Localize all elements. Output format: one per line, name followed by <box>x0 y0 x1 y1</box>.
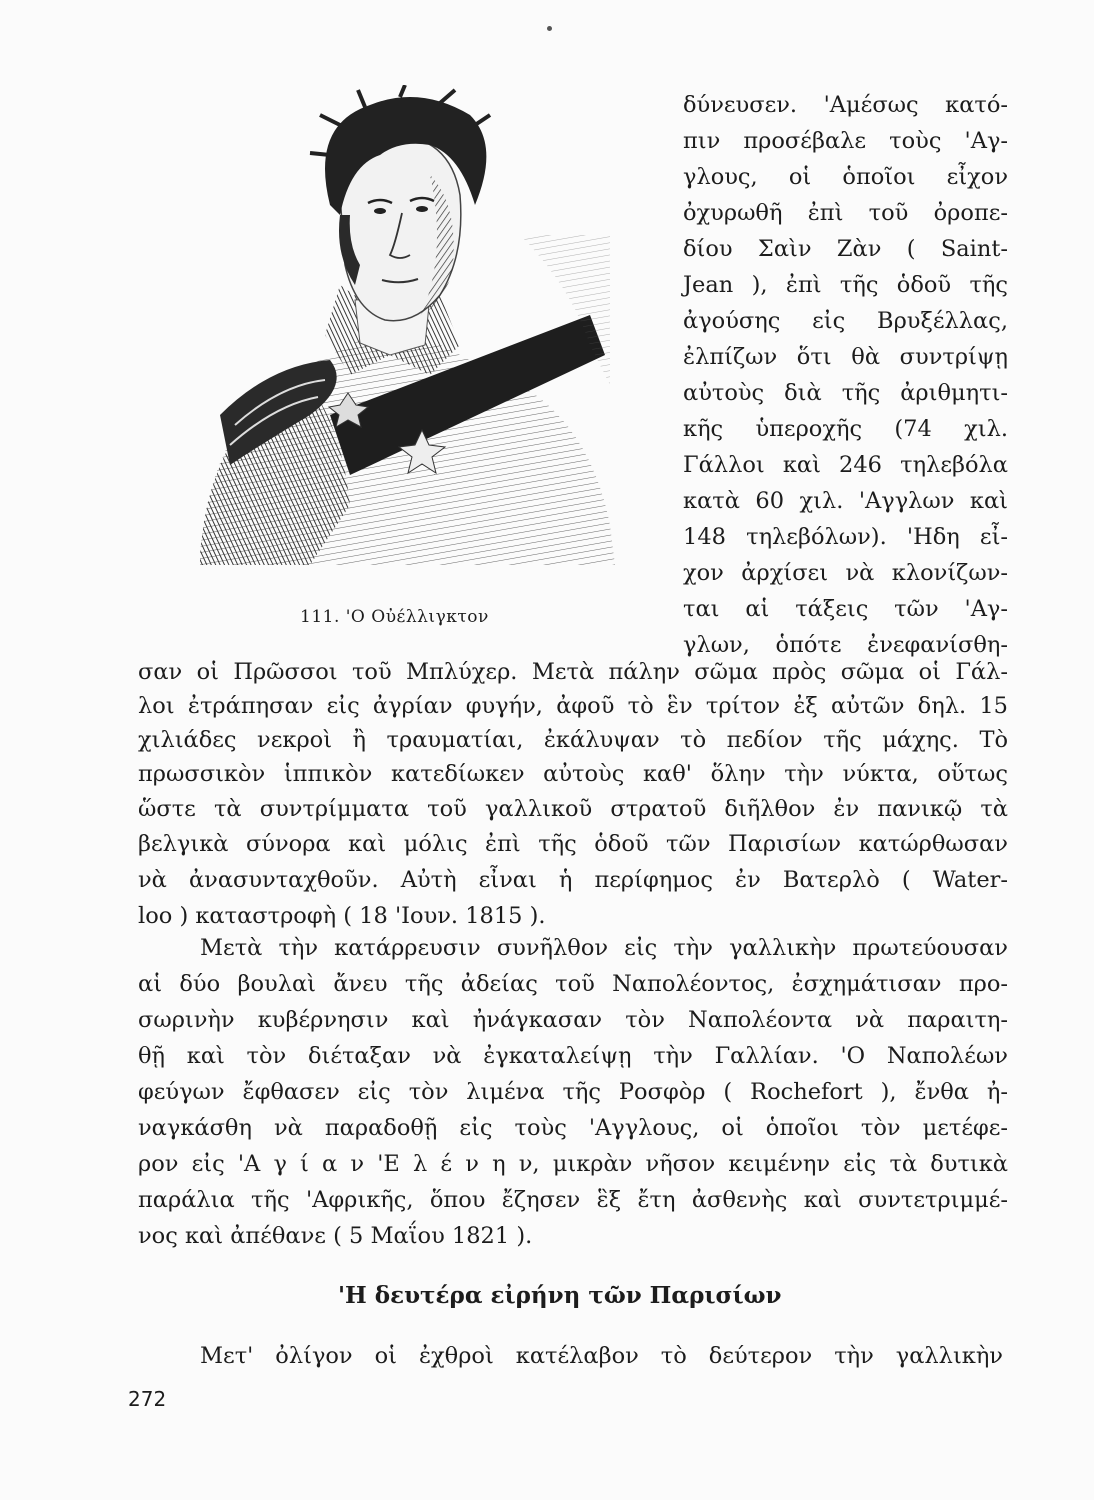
text-line: Μετ' ὀλίγον οἱ ἐχθροὶ κατέλαβον τὸ δεύτερον τὴν γαλλικὴν <box>200 1343 1003 1369</box>
text-line: ὀχυρωθῆ ἐπὶ τοῦ ὀροπε- <box>683 200 1008 226</box>
text-line: γλους, οἱ ὁποῖοι εἶχον <box>683 164 1008 190</box>
text-line: Γάλλοι καὶ 246 τηλεβόλα <box>683 452 1008 478</box>
text-line: πιν προσέβαλε τοὺς 'Αγ- <box>683 128 1008 154</box>
text-line: σωρινὴν κυβέρνησιν καὶ ἠνάγκασαν τὸν Ναπολέοντα νὰ παραιτη- <box>138 1007 1008 1033</box>
text-line: πρωσσικὸν ἱππικὸν κατεδίωκεν αὐτοὺς καθ' ὅλην τὴν νύκτα, οὕτως <box>138 761 1008 787</box>
text-line: θῇ καὶ τὸν διέταξαν νὰ ἐγκαταλείψῃ τὴν Γαλλίαν. 'Ο Ναπολέων <box>138 1043 1008 1069</box>
text-line: δύνευσεν. 'Αμέσως κατό- <box>683 92 1008 118</box>
text-line: δίου Σαὶν Ζὰν ( Saint- <box>683 236 1008 262</box>
text-line: ἐλπίζων ὅτι θὰ συντρίψῃ <box>683 344 1008 370</box>
text-line: χιλιάδες νεκροὶ ἢ τραυματίαι, ἐκάλυψαν τὸ πεδίον τῆς μάχης. Τὸ <box>138 727 1008 753</box>
text-line: νος καὶ ἀπέθανε ( 5 Μαΐου 1821 ). <box>138 1223 533 1249</box>
text-line: ἀγούσης εἰς Βρυξέλλας, <box>683 308 1008 334</box>
text-line: Μετὰ τὴν κατάρρευσιν συνῆλθον εἰς τὴν γαλλικὴν πρωτεύουσαν <box>200 935 1008 961</box>
text-line: χον ἀρχίσει νὰ κλονίζων- <box>683 560 1008 586</box>
section-heading: 'Η δευτέρα εἰρήνη τῶν Παρισίων <box>338 1282 782 1309</box>
figure-caption: 111. 'Ο Οὐέλλιγκτον <box>300 607 489 627</box>
text-line: αἱ δύο βουλαὶ ἄνευ τῆς ἀδείας τοῦ Ναπολέοντος, ἐσχημάτισαν προ- <box>138 971 1008 997</box>
text-line: σαν οἱ Πρῶσσοι τοῦ Μπλύχερ. Μετὰ πάλην σῶμα πρὸς σῶμα οἱ Γάλ- <box>138 659 1008 685</box>
text-line: ναγκάσθη νὰ παραδοθῇ εἰς τοὺς 'Αγγλους, οἱ ὁποῖοι τὸν μετέφε- <box>138 1115 1008 1141</box>
text-line: λοι ἐτράπησαν εἰς ἀγρίαν φυγήν, ἀφοῦ τὸ ἓν τρίτον ἐξ αὐτῶν δηλ. 15 <box>138 693 1008 719</box>
text-line: ται αἱ τάξεις τῶν 'Αγ- <box>683 596 1008 622</box>
text-line: βελγικὰ σύνορα καὶ μόλις ἐπὶ τῆς ὁδοῦ τῶν Παρισίων κατώρθωσαν <box>138 831 1008 857</box>
text-line: αὐτοὺς διὰ τῆς ἀριθμητι- <box>683 380 1008 406</box>
print-speck <box>547 26 552 31</box>
text-line: loo ) καταστροφὴ ( 18 'Ιουν. 1815 ). <box>138 903 546 929</box>
page-number: 272 <box>128 1387 167 1411</box>
text-line: 148 τηλεβόλων). 'Ηδη εἶ- <box>683 524 1008 550</box>
text-line: ὥστε τὰ συντρίμματα τοῦ γαλλικοῦ στρατοῦ διῆλθον ἐν πανικῷ τὰ <box>138 796 1008 822</box>
text-line: νὰ ἀνασυνταχθοῦν. Αὐτὴ εἶναι ἡ περίφημος ἐν Βατερλὸ ( Water- <box>138 867 1008 893</box>
text-line: ρον εἰς 'Α γ ί α ν 'Ε λ έ ν η ν, μικρὰν νῆσον κειμένην εἰς τὰ δυτικὰ <box>138 1151 1008 1177</box>
text-line: κατὰ 60 χιλ. 'Αγγλων καὶ <box>683 488 1008 514</box>
text-line: παράλια τῆς 'Αφρικῆς, ὅπου ἔζησεν ἓξ ἔτη ἀσθενὴς καὶ συντετριμμέ- <box>138 1187 1008 1213</box>
portrait-engraving <box>190 85 630 585</box>
text-line: κῆς ὑπεροχῆς (74 χιλ. <box>683 416 1008 442</box>
text-line: γλων, ὁπότε ἐνεφανίσθη- <box>683 632 1008 658</box>
text-line: Jean ), ἐπὶ τῆς ὁδοῦ τῆς <box>683 272 1008 298</box>
text-line: φεύγων ἔφθασεν εἰς τὸν λιμένα τῆς Ροσφὸρ ( Rochefort ), ἔνθα ἠ- <box>138 1079 1008 1105</box>
